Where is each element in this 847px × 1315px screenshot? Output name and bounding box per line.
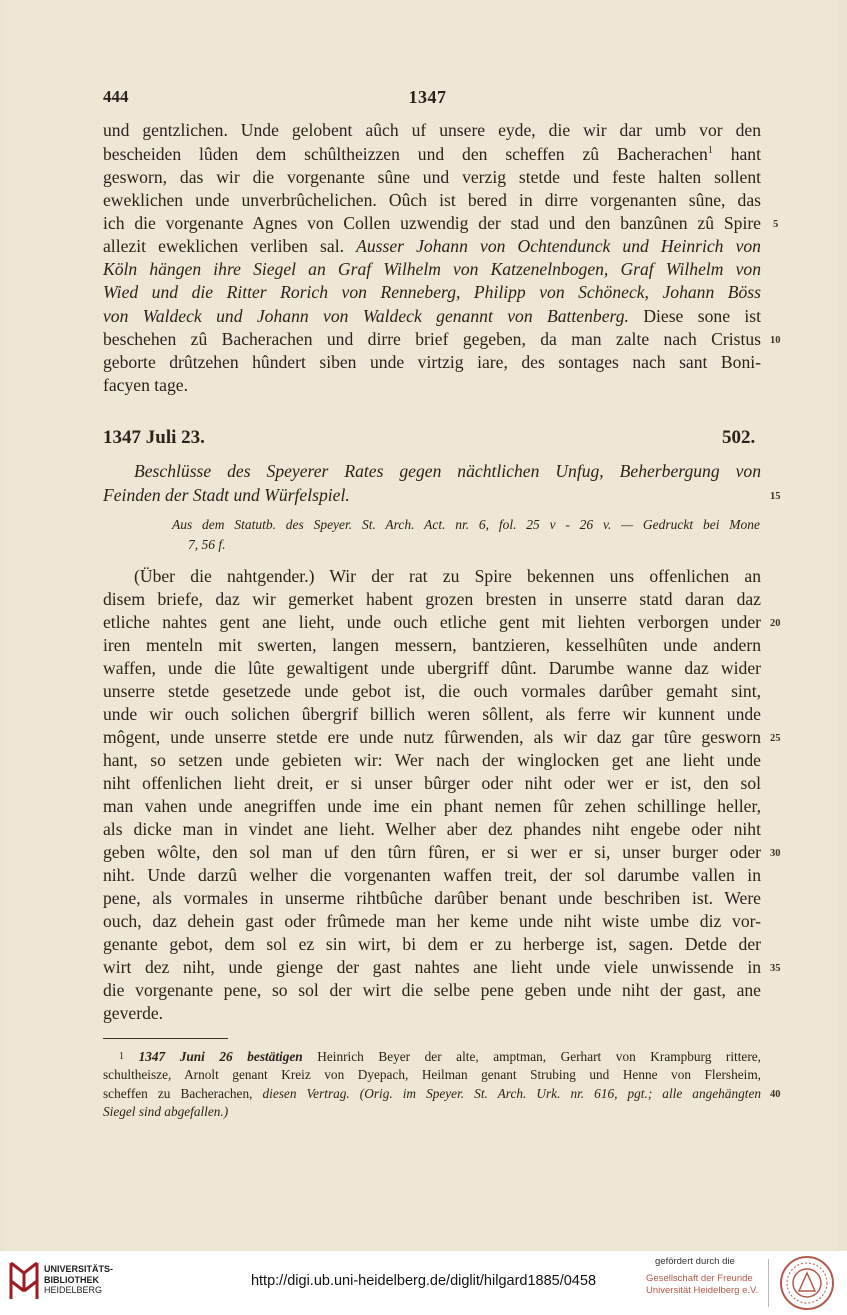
footnote-marker: 1	[119, 1051, 124, 1062]
margin-line-number: 35	[770, 963, 781, 974]
text-line: die vorgenante pene, so sol der wirt die selbe pene geben unde niht der gast, ane	[103, 980, 761, 1000]
text-span: allezit eweklichen verliben sal.	[103, 236, 344, 256]
running-head-year: 1347	[408, 87, 447, 107]
text-line: Köln hängen ihre Siegel an Graf Wilhelm von Katzenelnbogen, Graf Wilhelm von	[103, 259, 761, 279]
margin-line-number: 20	[770, 618, 781, 629]
footnote-rule	[103, 1038, 228, 1039]
footnote-line	[119, 1048, 761, 1067]
text-line: geverde.	[103, 1003, 164, 1023]
text-line: facyen tage.	[103, 375, 188, 395]
paper-sheet	[4, 0, 837, 1251]
divider	[768, 1259, 769, 1307]
text-line: waffen, unde die lûte gewaltigent unde ubergriff dûnt. Darumbe wanne daz wider	[103, 658, 761, 678]
margin-line-number: 30	[770, 848, 781, 859]
text-line: man vahen unde anegriffen unde ime ein phant nemen fûr zehen schillinge heller,	[103, 796, 761, 816]
sponsor-name-line: Universität Heidelberg e.V.	[646, 1285, 759, 1296]
university-seal-icon[interactable]	[779, 1255, 835, 1311]
text-line: etliche nahtes gent ane lieht, unde ouch etliche gent mit liehten verborgen under	[103, 612, 761, 632]
text-line: ich die vorgenante Agnes von Collen uzwendig der stad und den banzûnen zû Spire	[103, 213, 761, 233]
margin-line-number: 10	[770, 335, 781, 346]
text-line: môgent, unde unserre stetde ere unde nutz fûrwenden, als wir daz gar tûre gesworn	[103, 727, 761, 747]
footnote-line	[103, 1085, 761, 1104]
text-span: diesen Vertrag. (Orig. im Speyer. St. Arch. Urk. nr. 616, pgt.; alle angehängten	[262, 1086, 761, 1101]
text-span: 1347 Juni 26 bestätigen	[138, 1049, 303, 1064]
sponsor-name-line: Gesellschaft der Freunde	[646, 1273, 753, 1284]
text-line: niht. Unde darzû welher die vorgenanten waffen treit, der sol darumbe vallen in	[103, 865, 761, 885]
library-name-line: BIBLIOTHEK	[44, 1274, 99, 1285]
text-line: iren menteln mit swerten, langen messern, bantzieren, kesselhûten unde andern	[103, 635, 761, 655]
text-span: Heinrich Beyer der alte, amptman, Gerhart von Krampburg rittere,	[317, 1049, 761, 1064]
text-span: bescheiden lûden dem schûltheizzen und den scheffen zû Bacherachen	[103, 144, 708, 164]
text-line: unserre stetde gesetzede unde gebot ist, die ouch vormales darûber gemaht sint,	[103, 681, 761, 701]
entry-date: 1347 Juli 23.	[103, 427, 205, 448]
sponsor-name[interactable]	[646, 1273, 758, 1297]
editor-note: Ausser Johann von Ochtendunck und Heinrich von	[356, 236, 761, 256]
text-line: pene, als vormales in unserme rihtbûche darûber benant unde beschriben ist. Were	[103, 888, 761, 908]
text-span: scheffen zu Bacherachen,	[103, 1086, 253, 1101]
margin-line-number: 40	[770, 1089, 781, 1100]
library-name-line: HEIDELBERG	[44, 1285, 103, 1295]
text-line: genante gebot, dem sol ez sin wirt, bi dem er zu herberge ist, sagen. Detde der	[103, 934, 761, 954]
text-line: als dicke man in vindet ane lieht. Welher aber dez phandes niht engebe oder niht	[103, 819, 761, 839]
editor-note: von Waldeck und Johann von Waldeck genannt von Battenberg.	[103, 306, 629, 326]
text-line: eweklichen unde unverbrûchelichen. Oûch ist bered in dirre vorgenanten sûne, das	[103, 190, 761, 210]
text-line: wirt dez niht, unde gienge der gast nahtes ane lieht unde viele unwissende in	[103, 957, 761, 977]
text-span: Diese sone ist	[643, 306, 761, 326]
text-line: geborte drûtzehen hûndert siben unde virtzig iare, des sontages nach sant Boni-	[103, 352, 761, 372]
text-line: (Über die nahtgender.) Wir der rat zu Spire bekennen uns offenlichen an	[134, 566, 761, 586]
margin-line-number: 25	[770, 733, 781, 744]
footnote-line: Siegel sind abgefallen.)	[103, 1104, 229, 1119]
text-line: geben wôlte, den sol man uf den tûrn fûren, er si wer er si, unser burger oder	[103, 842, 761, 862]
text-line: unde wir ouch solichen ûbergrif billich weren sôllent, als ferre wir kunnent unde	[103, 704, 761, 724]
footnote-line: schultheisze, Arnolt genant Kreiz von Dyepach, Heilman genant Strubing und Henne von Flersheim,	[103, 1067, 761, 1082]
margin-line-number: 15	[770, 491, 781, 502]
text-line	[103, 305, 761, 328]
footnote-reference: 1	[707, 145, 713, 157]
text-line: und gentzlichen. Unde gelobent aûch uf unsere eyde, die wir dar umb vor den	[103, 120, 761, 140]
text-line: beschehen zû Bacherachen und dirre brief gegeben, da man zalte nach Cristus	[103, 329, 761, 349]
text-line: disem briefe, daz wir gemerket habent grozen bresten in unserre statd daran daz	[103, 589, 761, 609]
entry-title-line: Feinden der Stadt und Würfelspiel.	[103, 485, 350, 505]
text-line	[103, 143, 761, 166]
margin-line-number: 5	[773, 219, 779, 230]
library-name-line: UNIVERSITÄTS-	[44, 1264, 114, 1274]
text-line: gesworn, das wir die vorgenante sûne und verzig stetde und feste halten sollent	[103, 167, 761, 187]
page-number: 444	[103, 87, 129, 106]
text-line	[103, 235, 761, 258]
source-note-line: 7, 56 f.	[188, 537, 226, 552]
source-note-line: Aus dem Statutb. des Speyer. St. Arch. Act. nr. 6, fol. 25 v - 26 v. — Gedruckt bei Mone	[172, 517, 760, 532]
entry-number: 502.	[722, 427, 756, 448]
footer-bar	[0, 1251, 847, 1315]
sponsor-label: gefördert durch die	[655, 1256, 735, 1267]
text-line: Wied und die Ritter Rorich von Renneberg, Philipp von Schöneck, Johann Böss	[103, 282, 761, 302]
text-line: ouch, daz dehein gast oder frûmede man her keme unde niht wiste umbe diz vor-	[103, 911, 761, 931]
permalink-url[interactable]: http://digi.ub.uni-heidelberg.de/diglit/hilgard1885/0458	[250, 1273, 597, 1289]
text-span: hant	[730, 144, 761, 164]
text-line: hant, so setzen unde gebieten wir: Wer nach der winglocken get ane lieht unde	[103, 750, 761, 770]
text-line: niht offenlichen lieht dreit, er si unser bûrger oder niht oder wer er ist, den sol	[103, 773, 761, 793]
entry-title-line: Beschlüsse des Speyerer Rates gegen nächtlichen Unfug, Beherbergung von	[134, 461, 761, 481]
